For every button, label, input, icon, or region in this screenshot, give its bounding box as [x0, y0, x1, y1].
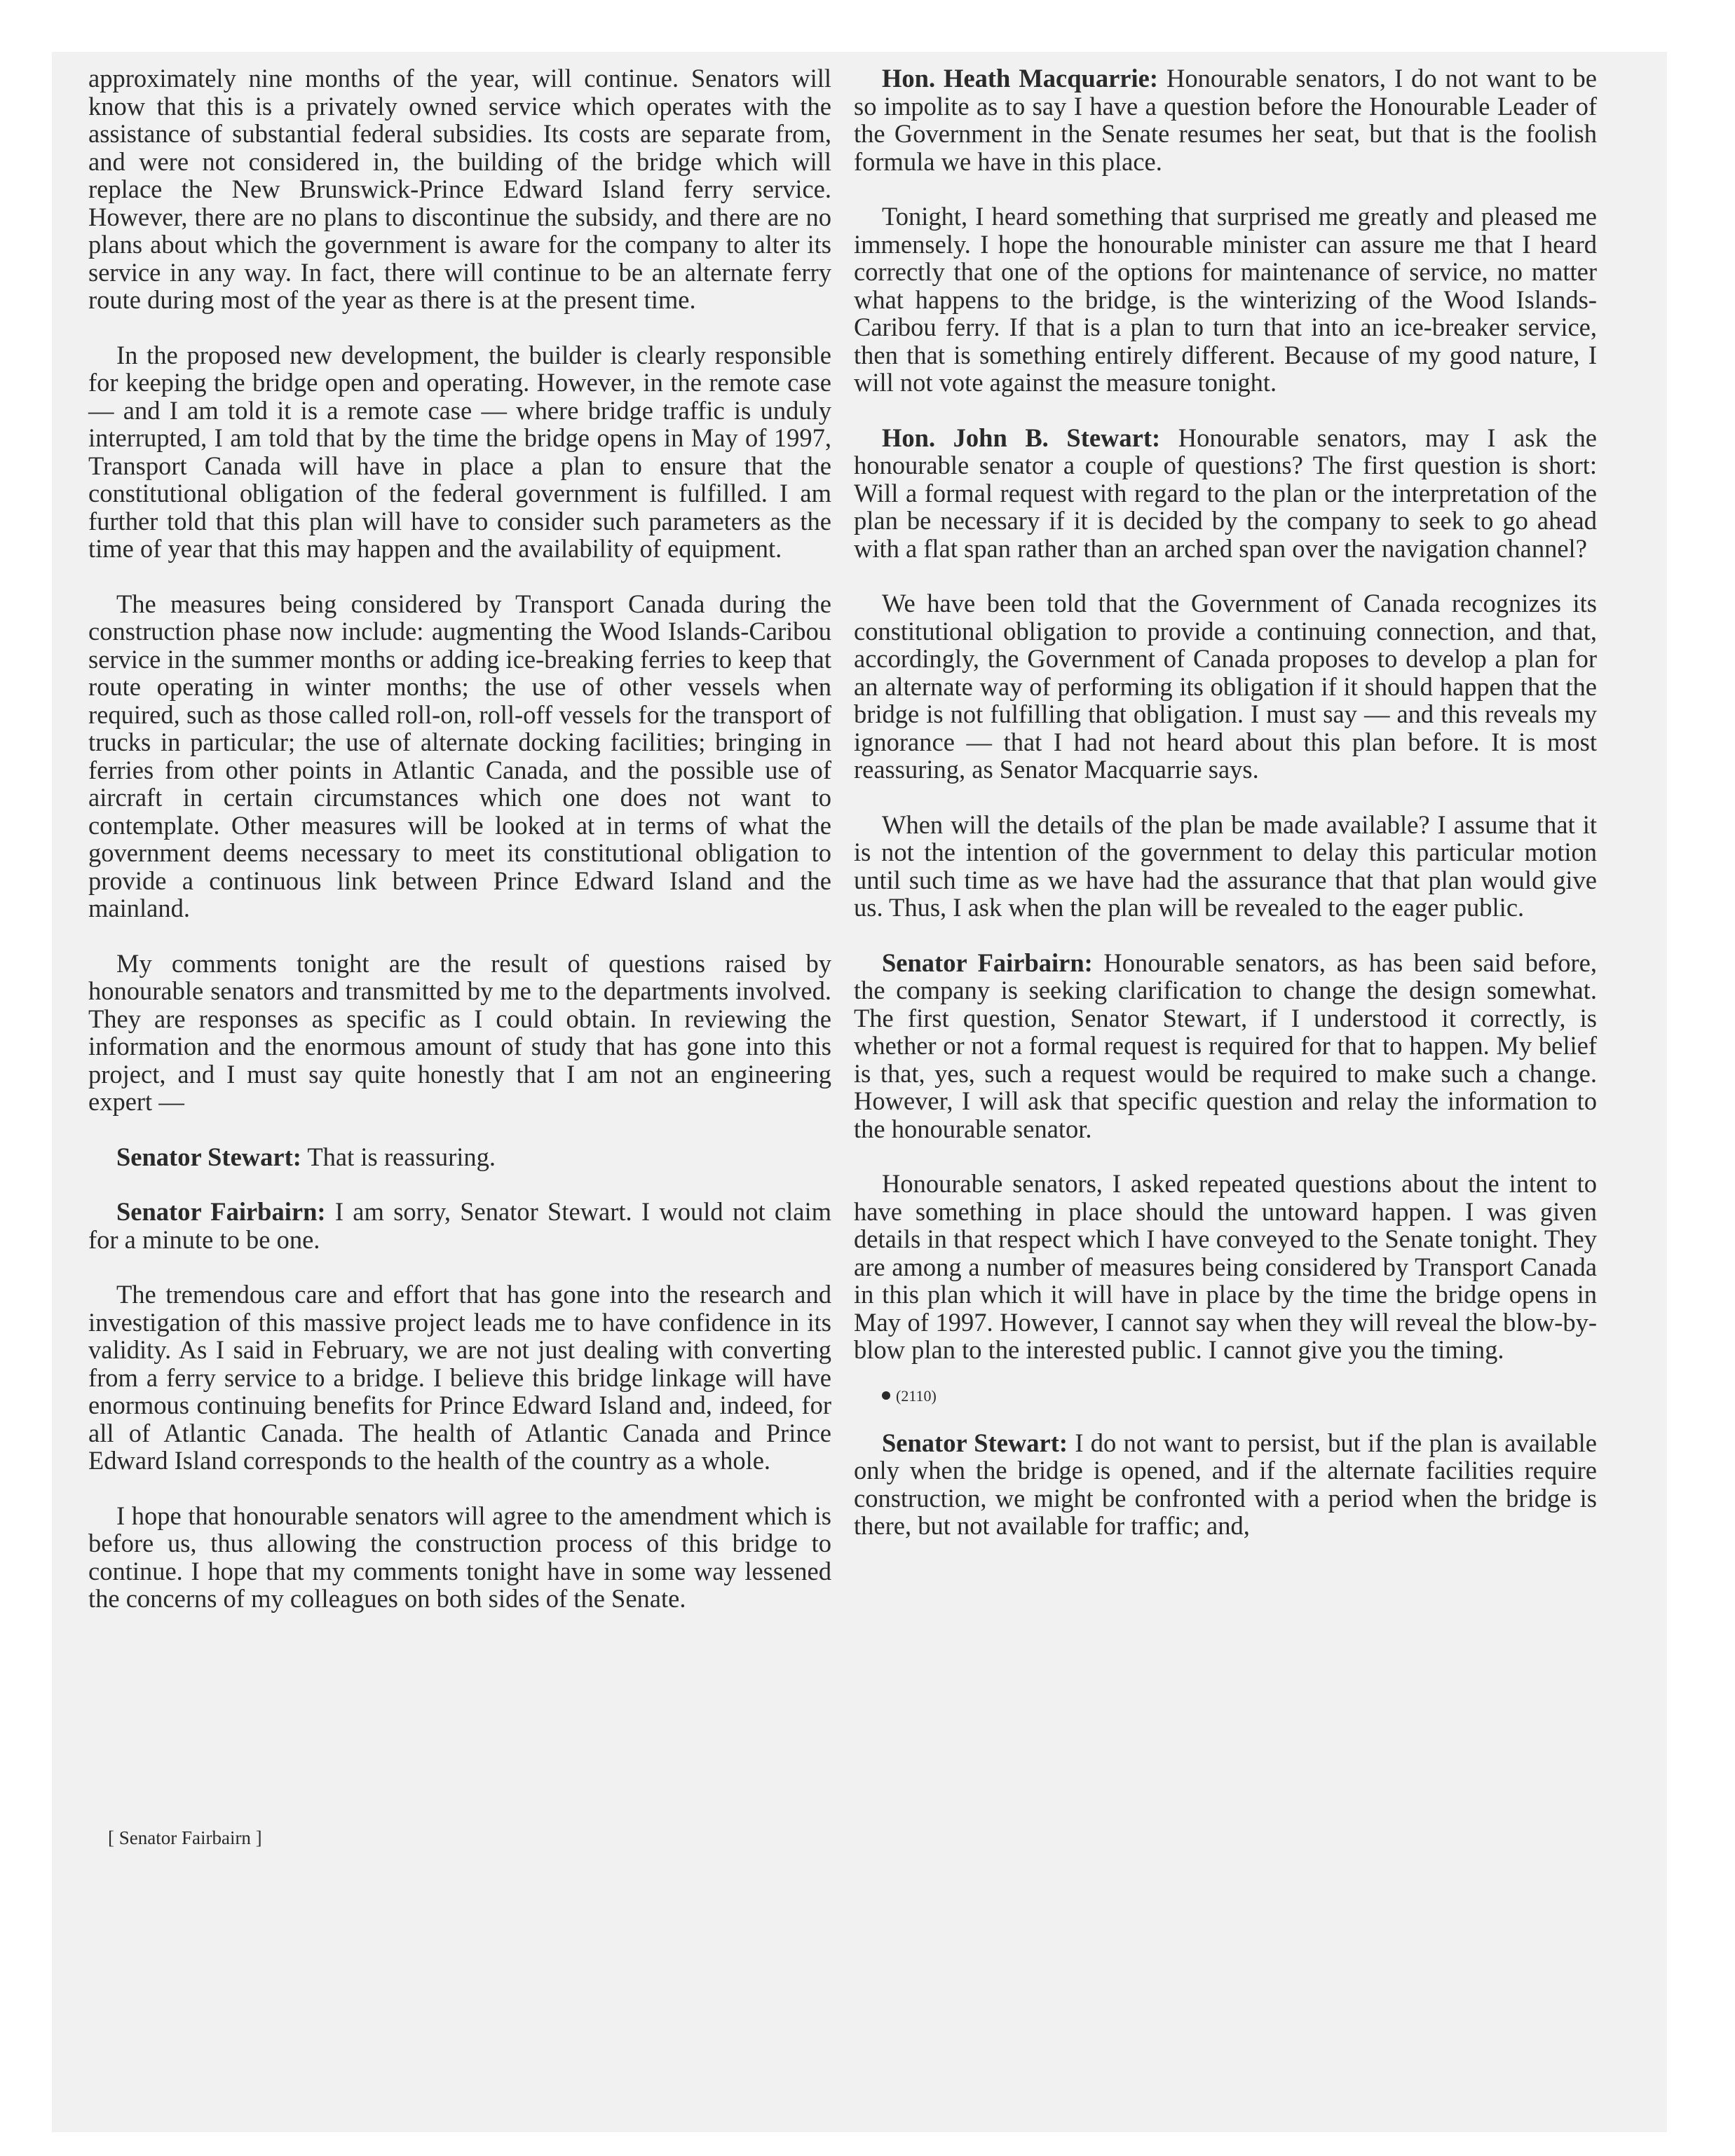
- speech-text: I do not want to persist, but if the plan is available only when the bridge is opened, and if the alternate facilities require construction, we might be confronted with a period when the bridge is there, but not available for traffic; and,: [854, 1428, 1598, 1540]
- time-marker-label: (2110): [896, 1386, 937, 1405]
- left-column: [88, 64, 831, 1640]
- speaker-name: Senator Fairbairn:: [116, 1197, 326, 1226]
- speech-paragraph: [854, 424, 1597, 563]
- paragraph: We have been told that the Government of Canada recognizes its constitutional obligation to provide a continuing connection, and that, accordingly, the Government of Canada proposes to develop a plan for an alternate way of performing its obligation if it should happen that the bridge is not fulfilling that obligation. I must say — and this reveals my ignorance — that I had not heard about this plan before. It is most reassuring, as Senator Macquarrie says.: [854, 589, 1597, 784]
- speaker-name: Senator Stewart:: [116, 1142, 301, 1171]
- speech-text: Honourable senators, may I ask the honourable senator a couple of questions? The first question is short: Will a formal request with regard to the plan or the interpretation of the plan be necessary if it is decided by the company to seek to go ahead with a flat span rather than an arched span over the navigation channel?: [854, 423, 1598, 563]
- time-marker: [882, 1386, 1597, 1407]
- speech-text: Honourable senators, as has been said before, the company is seeking clarification to change the design somewhat. The first question, Senator Stewart, if I understood it correctly, is whether or not a formal request is required for that to happen. My belief is that, yes, such a request would be required to make such a change. However, I will ask that specific question and relay the information to the honourable senator.: [854, 948, 1597, 1143]
- paragraph: The tremendous care and effort that has gone into the research and investigation of this massive project leads me to have confidence in its validity. As I said in February, we are not just dealing with converting from a ferry service to a bridge. I believe this bridge linkage will have enormous continuing benefits for Prince Edward Island and, indeed, for all of Atlantic Canada. The health of Atlantic Canada and Prince Edward Island corresponds to the health of the country as a whole.: [88, 1280, 831, 1475]
- paragraph: The measures being considered by Transport Canada during the construction phase now include: augmenting the Wood Islands-Caribou service in the summer months or adding ice-breaking ferries to keep that route operating in winter months; the use of other vessels when required, such as those called roll-on, roll-off vessels for the transport of trucks in particular; the use of alternate docking facilities; bringing in ferries from other points in Atlantic Canada, and the possible use of aircraft in certain circumstances which one does not want to contemplate. Other measures will be looked at in terms of what the government deems necessary to meet its constitutional obligation to provide a continuous link between Prince Edward Island and the mainland.: [88, 589, 831, 922]
- speaker-name: Senator Stewart:: [882, 1428, 1068, 1457]
- paragraph: When will the details of the plan be made available? I assume that it is not the intention of the government to delay this particular motion until such time as we have had the assurance that that plan would give us. Thus, I ask when the plan will be revealed to the eager public.: [854, 810, 1597, 922]
- speaker-name: Hon. Heath Macquarrie:: [882, 64, 1158, 93]
- speech-paragraph: [88, 1198, 831, 1253]
- speech-paragraph: [88, 1143, 831, 1171]
- speech-text: Honourable senators, I do not want to be so impolite as to say I have a question before the Honourable Leader of the Government in the Senate resumes her seat, but that is the foolish formula we have in this place.: [854, 64, 1598, 176]
- paragraph: In the proposed new development, the builder is clearly responsible for keeping the bridge open and operating. However, in the remote case — and I am told it is a remote case — where bridge traffic is unduly interrupted, I am told that by the time the bridge opens in May of 1997, Transport Canada will have in place a plan to ensure that the constitutional obligation of the federal government is fulfilled. I am further told that this plan will have to consider such parameters as the time of year that this may happen and the availability of equipment.: [88, 340, 831, 563]
- paragraph: approximately nine months of the year, will continue. Senators will know that this is a privately owned service which operates with the assistance of substantial federal subsidies. Its costs are separate from, and were not considered in, the building of the bridge which will replace the New Brunswick-Prince Edward Island ferry service. However, there are no plans to discontinue the subsidy, and there are no plans about which the government is aware for the company to alter its service in any way. In fact, there will continue to be an alternate ferry route during most of the year as there is at the present time.: [88, 64, 831, 314]
- speech-paragraph: [854, 1429, 1597, 1540]
- paragraph: My comments tonight are the result of questions raised by honourable senators and transmitted by me to the departments involved. They are responses as specific as I could obtain. In reviewing the information and the enormous amount of study that has gone into this project, and I must say quite honestly that I am not an engineering expert —: [88, 948, 831, 1116]
- bullet-icon: [882, 1391, 890, 1400]
- right-column: [854, 64, 1597, 1567]
- speech-text: I am sorry, Senator Stewart. I would not claim for a minute to be one.: [88, 1197, 831, 1254]
- speech-paragraph: [854, 949, 1597, 1143]
- speech-paragraph: [854, 64, 1597, 175]
- speech-text: That is reassuring.: [307, 1142, 496, 1171]
- paragraph: Tonight, I heard something that surprised me greatly and pleased me immensely. I hope the honourable minister can assure me that I heard correctly that one of the options for maintenance of service, no matter what happens to the bridge, is the winterizing of the Wood Islands-Caribou ferry. If that is a plan to turn that into an ice-breaker service, then that is something entirely different. Because of my good nature, I will not vote against the measure tonight.: [854, 202, 1597, 397]
- paragraph: I hope that honourable senators will agree to the amendment which is before us, thus allowing the construction process of this bridge to continue. I hope that my comments tonight have in some way lessened the concerns of my colleagues on both sides of the Senate.: [88, 1501, 831, 1613]
- footer-speaker-note: [ Senator Fairbairn ]: [108, 1827, 262, 1848]
- speaker-name: Senator Fairbairn:: [882, 948, 1093, 977]
- speaker-name: Hon. John B. Stewart:: [882, 423, 1161, 452]
- paragraph: Honourable senators, I asked repeated questions about the intent to have something in place should the untoward happen. I was given details in that respect which I have conveyed to the Senate tonight. They are among a number of measures being considered by Transport Canada in this plan which it will have in place by the time the bridge opens in May of 1997. However, I cannot say when they will reveal the blow-by-blow plan to the interested public. I cannot give you the timing.: [854, 1169, 1597, 1364]
